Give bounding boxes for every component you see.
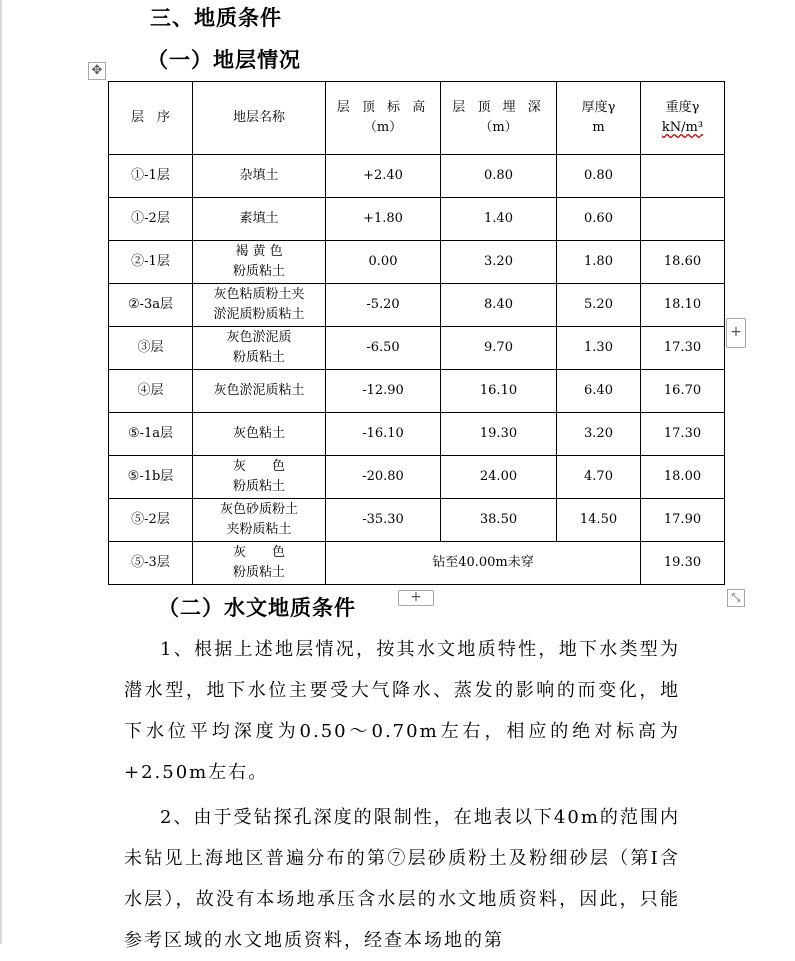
cell-elevation: 0.00 xyxy=(326,241,441,284)
table-row xyxy=(109,241,725,284)
page-left-edge xyxy=(0,0,2,944)
table-row xyxy=(109,413,725,456)
table-row xyxy=(109,284,725,327)
add-column-button[interactable]: + xyxy=(726,318,746,348)
cell-thickness: 3.20 xyxy=(557,413,641,456)
cell-layer-no: ⑤-2层 xyxy=(109,499,193,542)
cell-thickness: 5.20 xyxy=(557,284,641,327)
cell-depth: 38.50 xyxy=(441,499,557,542)
cell-depth: 24.00 xyxy=(441,456,557,499)
add-row-button[interactable]: + xyxy=(398,590,434,606)
cell-layer-name: 灰色砂质粉土 夹粉质粘土 xyxy=(193,499,326,542)
cell-layer-no: ②-3a层 xyxy=(109,284,193,327)
header-unit-weight: 重度γ kN/m³ xyxy=(641,82,725,155)
cell-elevation: -35.30 xyxy=(326,499,441,542)
cell-layer-name: 灰 色 粉质粘土 xyxy=(193,456,326,499)
cell-unit-weight: 18.10 xyxy=(641,284,725,327)
cell-elevation: -12.90 xyxy=(326,370,441,413)
cell-depth: 9.70 xyxy=(441,327,557,370)
header-thickness: 厚度γ m xyxy=(557,82,641,155)
paragraph-1: 1、根据上述地层情况，按其水文地质特性，地下水类型为潜水型，地下水位主要受大气降水、蒸发的影响的而变化，地下水位平均深度为0.50～0.70m左右，相应的绝对标高为+2.50m左右。 xyxy=(124,639,680,783)
cell-layer-no: ⑤-1b层 xyxy=(109,456,193,499)
cell-depth: 3.20 xyxy=(441,241,557,284)
cell-layer-no: ⑤-1a层 xyxy=(109,413,193,456)
table-header-row xyxy=(109,82,725,155)
cell-layer-no: ③层 xyxy=(109,327,193,370)
cell-elevation: +2.40 xyxy=(326,155,441,198)
cell-layer-name: 灰色粘质粉土夹 淤泥质粉质粘土 xyxy=(193,284,326,327)
table-resize-handle-icon[interactable]: ⤡ xyxy=(727,589,745,607)
cell-layer-name: 褐 黄 色 粉质粘土 xyxy=(193,241,326,284)
table-row xyxy=(109,370,725,413)
cell-merged-note: 钻至40.00m未穿 xyxy=(326,542,641,585)
strata-table xyxy=(108,81,725,585)
cell-layer-no: ②-1层 xyxy=(109,241,193,284)
cell-unit-weight: 18.60 xyxy=(641,241,725,284)
cell-depth: 0.80 xyxy=(441,155,557,198)
cell-layer-no: ①-2层 xyxy=(109,198,193,241)
cell-layer-name: 灰色淤泥质 粉质粘土 xyxy=(193,327,326,370)
cell-thickness: 0.60 xyxy=(557,198,641,241)
cell-layer-no: ④层 xyxy=(109,370,193,413)
cell-thickness: 14.50 xyxy=(557,499,641,542)
paragraph-2: 2、由于受钻探孔深度的限制性，在地表以下40m的范围内未钻见上海地区普遍分布的第⑦层砂质粉土及粉细砂层（第Ⅰ含水层），故没有本场地承压含水层的水文地质资料，因此，只能参考区域的水文地质资料，经查本场地的第 xyxy=(124,807,680,951)
header-layer-no: 层 序 xyxy=(109,82,193,155)
cell-elevation: +1.80 xyxy=(326,198,441,241)
cell-layer-name: 灰色粘土 xyxy=(193,413,326,456)
cell-thickness: 0.80 xyxy=(557,155,641,198)
cell-layer-name: 杂填土 xyxy=(193,155,326,198)
header-top-elevation: 层 顶 标 高 （m） xyxy=(326,82,441,155)
section-title: 三、地质条件 xyxy=(150,6,282,30)
table-row xyxy=(109,155,725,198)
cell-unit-weight: 16.70 xyxy=(641,370,725,413)
cell-layer-name: 灰色淤泥质粘土 xyxy=(193,370,326,413)
cell-depth: 1.40 xyxy=(441,198,557,241)
table-row xyxy=(109,456,725,499)
cell-elevation: -6.50 xyxy=(326,327,441,370)
cell-thickness: 4.70 xyxy=(557,456,641,499)
cell-layer-name: 灰 色 粉质粘土 xyxy=(193,542,326,585)
cell-unit-weight: 18.00 xyxy=(641,456,725,499)
cell-unit-weight xyxy=(641,198,725,241)
header-layer-name: 地层名称 xyxy=(193,82,326,155)
cell-depth: 19.30 xyxy=(441,413,557,456)
cell-unit-weight xyxy=(641,155,725,198)
cell-thickness: 1.80 xyxy=(557,241,641,284)
cell-layer-name: 素填土 xyxy=(193,198,326,241)
cell-unit-weight: 17.30 xyxy=(641,413,725,456)
cell-layer-no: ①-1层 xyxy=(109,155,193,198)
cell-depth: 8.40 xyxy=(441,284,557,327)
cell-layer-no: ⑤-3层 xyxy=(109,542,193,585)
cell-depth: 16.10 xyxy=(441,370,557,413)
subsection-strata-title: （一）地层情况 xyxy=(147,48,301,72)
cell-unit-weight: 19.30 xyxy=(641,542,725,585)
header-top-depth: 层 顶 埋 深 （m） xyxy=(441,82,557,155)
cell-unit-weight: 17.30 xyxy=(641,327,725,370)
table-row xyxy=(109,499,725,542)
cell-elevation: -5.20 xyxy=(326,284,441,327)
cell-thickness: 1.30 xyxy=(557,327,641,370)
table-move-handle-icon[interactable]: ✥ xyxy=(88,62,106,80)
subsection-hydro-title: （二）水文地质条件 xyxy=(158,596,356,620)
table-row xyxy=(109,198,725,241)
table-row xyxy=(109,327,725,370)
cell-elevation: -20.80 xyxy=(326,456,441,499)
cell-thickness: 6.40 xyxy=(557,370,641,413)
cell-elevation: -16.10 xyxy=(326,413,441,456)
table-row xyxy=(109,542,725,585)
cell-unit-weight: 17.90 xyxy=(641,499,725,542)
